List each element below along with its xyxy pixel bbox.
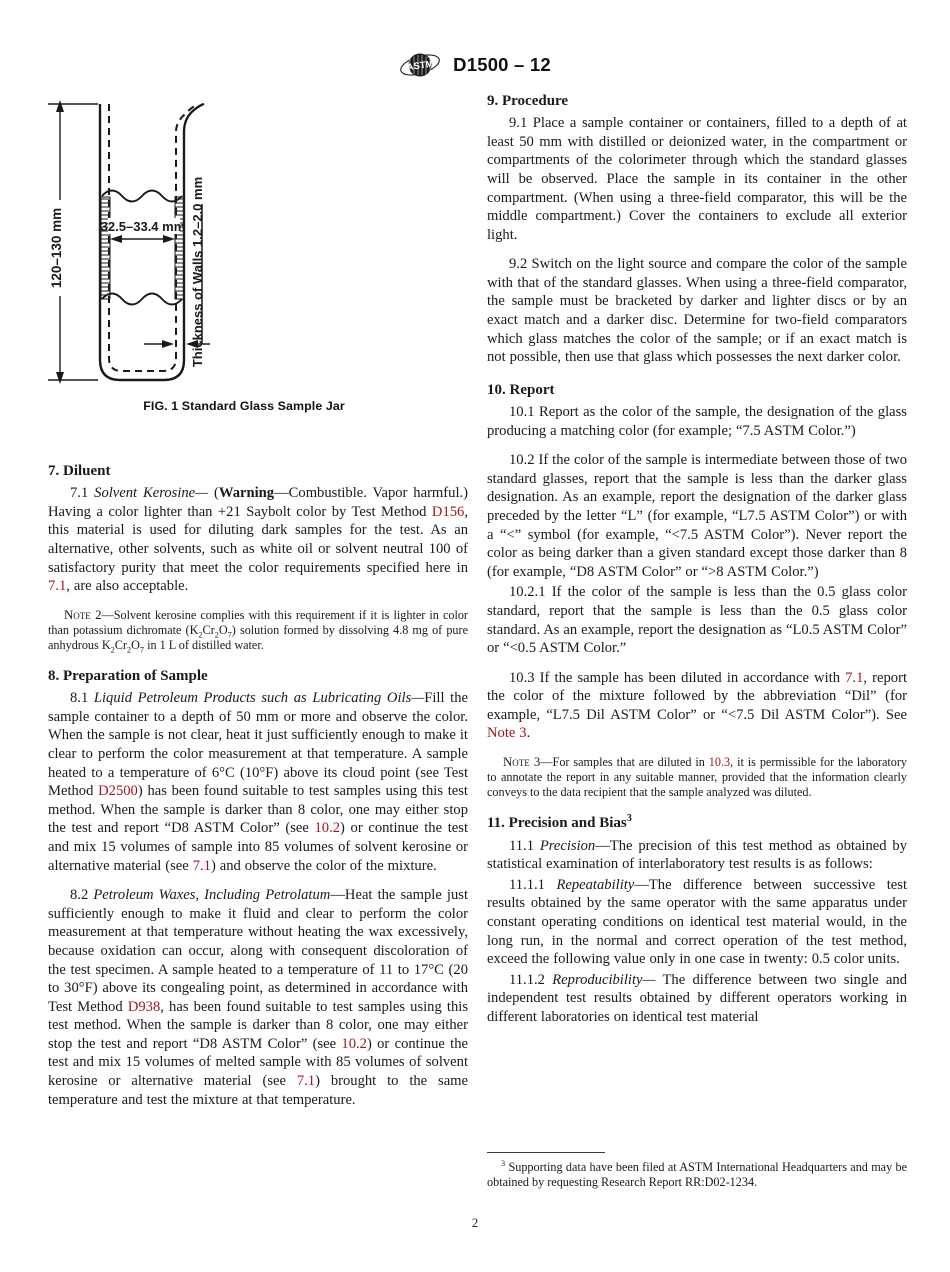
paragraph-7-1 <box>48 484 468 596</box>
jar-outer-wall <box>100 104 204 380</box>
text-run: —Solvent kerosine complies with this requirement if it is lighter in color than potassium dichromate (K <box>48 607 468 637</box>
section-8-heading: 8. Preparation of Sample <box>48 668 208 685</box>
link-7-1[interactable]: 7.1 <box>48 578 67 595</box>
break-line-upper <box>102 191 182 202</box>
document-designation: D1500 – 12 <box>453 54 551 75</box>
text-run: , report the color of the mixture followed by the abbreviation “Dil” (for example, “L7.5 Dil ASTM Color” or “<7.5 Dil ASTM Color”). See <box>487 669 907 723</box>
paragraph-10-2-1: 10.2.1 If the color of the sample is less than the 0.5 glass color standard, report that the sample is less than the 0.5 glass color standard. As an example, report the designation as “L0.5 ASTM Color” or “<0.5 ASTM Color.” <box>487 584 907 657</box>
text-run: O <box>218 622 228 637</box>
text-run: ) and observe the color of the mixture. <box>210 857 437 874</box>
break-line-lower <box>102 294 182 305</box>
text-run: Supporting data have been filed at ASTM International Headquarters and may be obtained by requesting Research Report RR:D02-1234. <box>487 1160 907 1190</box>
astm-logo-icon <box>399 50 441 80</box>
text-run: ) solution formed by dissolving 4.8 mg of pure anhydrous K <box>48 622 468 652</box>
section-10-heading: 10. Report <box>487 381 555 398</box>
inner-diameter-label: 32.5–33.4 mm <box>100 219 186 234</box>
text-run: —For samples that are diluted in <box>540 755 709 770</box>
text-run: The difference between two single and independent test results obtained by different operators working in different laboratories on identical test material <box>487 971 907 1025</box>
paragraph-10-2: 10.2 If the color of the sample is intermediate between those of two standard glasses, report that the sample is less than the darker glass designation. As an example, report the designation of the darker glass preceded by the letter “L” (for example, “L7.5 ASTM Color”) or with a “<” symbol (for example, “<7.5 ASTM Color”). Never report the color as being darker than a given standard except those darker than 8 (for example, “D8 ASTM Color” or “>8 ASTM Color.”) <box>487 452 907 580</box>
paragraph-8-2 <box>48 886 468 1109</box>
text-run: , has been found suitable to test samples using this test method. When the sample is darker than 8 color, one may either stop the test and report “D8 ASTM Color” (see <box>48 998 469 1052</box>
text-run: . <box>526 725 531 742</box>
wall-hatching <box>101 197 184 299</box>
figure-caption: FIG. 1 Standard Glass Sample Jar <box>143 399 345 413</box>
para-num: 7.1 <box>70 485 95 502</box>
footnote-rule <box>487 1152 605 1153</box>
subscript: 7 <box>227 630 232 640</box>
height-label: 120–130 mm <box>49 207 64 289</box>
para-italic-lead: Liquid Petroleum Products such as Lubricating Oils— <box>93 690 425 707</box>
left-column <box>48 462 468 1111</box>
link-note-3[interactable]: Note 3 <box>487 725 527 742</box>
text-run: —Combustible. Vapor harmful.) Having a color lighter than +21 Saybolt color by Test Method <box>48 485 469 520</box>
section-7-heading: 7. Diluent <box>48 463 111 479</box>
heading-text: 11. Precision and Bias <box>487 815 627 832</box>
footnote-text <box>487 1160 907 1191</box>
paragraph-8-1 <box>48 689 468 875</box>
text-run: —The precision of this test method as obtained by statistical examination of interlaboratory test results is as follows: <box>487 837 907 873</box>
para-italic-lead: Solvent Kerosine— <box>94 485 209 502</box>
right-column <box>487 92 907 1029</box>
para-num: 8.2 <box>70 887 94 904</box>
figure-1 <box>24 92 464 413</box>
wall-thickness-label: Thickness of Walls 1.2–2.0 mm <box>190 176 205 368</box>
note-3 <box>487 754 907 800</box>
subscript: 7 <box>139 645 145 655</box>
paragraph-10-3 <box>487 669 907 743</box>
paragraph-11-1-2 <box>487 971 907 1027</box>
paragraph-10-1: 10.1 Report as the color of the sample, the designation of the glass producing a matching color (for example; “7.5 ASTM Color.”) <box>487 403 907 439</box>
link-7-1[interactable]: 7.1 <box>296 1073 316 1090</box>
text-run: —The difference between successive test results obtained by the same operator with the same apparatus under constant operating conditions on identical test material would, in the long run, in the normal and correct operation of the test method, exceed the following value only in one case in twenty: 0.5 color units. <box>487 876 907 968</box>
link-d156[interactable]: D156 <box>431 503 465 520</box>
link-7-1[interactable]: 7.1 <box>192 857 211 874</box>
note-2 <box>48 607 468 653</box>
text-run: ) or continue the test and mix 15 volumes of melted sample with 85 volumes of solvent kerosine or alternative material (see <box>48 1035 469 1090</box>
svg-text:ASTM: ASTM <box>406 58 435 74</box>
footnote-marker: 3 <box>501 1158 506 1168</box>
para-italic-lead: Precision <box>539 837 596 854</box>
text-run: Fill the sample container to a depth of 50 mm or more and observe the color. When the sample is not clear, heat it just sufficiently enough to make it clear to perform the color measurement at that temperature. A sample heated to a temperature of 6°C (10°F) above its cloud point (see Test Method <box>48 690 468 800</box>
text-run: —Heat the sample just sufficiently enough to make it fluid and clear to perform the color measurement at that temperature without heating the wax excessively, because oxidation can occur, along with consequent discoloration of the test specimen. A sample heated to a temperature of 11 to 17°C (20 to 30°F) above its congealing point, as determined in accordance with Test Method <box>48 887 468 1015</box>
text-run: ) brought to the same temperature and test the mixture at that temperature. <box>48 1073 469 1108</box>
paragraph-9-2: 9.2 Switch on the light source and compare the color of the sample with that of the standard glasses. When using a three-field comparator, the sample must be bracketed by darker and lighter discs or by an exact match and a darker disc. Determine for two-field comparators which glass matches the color of the sample; or if an exact match is not possible, then use that glass which possesses the next darker color. <box>487 256 907 366</box>
warning-label: Warning <box>218 485 275 502</box>
link-10-2[interactable]: 10.2 <box>341 1035 367 1052</box>
text-run: O <box>131 637 140 652</box>
subscript: 2 <box>214 630 219 640</box>
note-label: Note 2 <box>64 607 102 622</box>
text-run: Cr <box>114 637 127 652</box>
text-run: Cr <box>202 622 215 637</box>
link-7-1[interactable]: 7.1 <box>845 669 864 686</box>
para-italic-lead: Reproducibility— <box>552 971 656 988</box>
note-label: Note 3 <box>503 755 541 770</box>
paragraph-9-1: 9.1 Place a sample container or containers, filled to a depth of at least 50 mm with distilled or deionized water, in the compartment or compartments of the colorimeter through which the standard glasses will be observed. Place the sample in its container in the other compartment. (When using a three-field comparator, this will be the middle compartment.) Cover the containers to exclude all exterior light. <box>487 115 907 243</box>
para-italic-lead: Repeatability <box>556 876 635 893</box>
text-run: , are also acceptable. <box>66 578 189 595</box>
para-num: 11.1.1 <box>509 876 557 893</box>
text-run: ) has been found suitable to test samples using this test method. When the sample is darker than 8 color, one may either stop the test and report “D8 ASTM Color” (see <box>48 783 468 837</box>
subscript: 2 <box>110 645 115 655</box>
link-10-2[interactable]: 10.2 <box>314 820 341 837</box>
glass-sample-jar-diagram <box>24 92 464 392</box>
text-run: ) or continue the test and mix 15 volumes of sample into 85 volumes of solvent kerosine or alternative material (see <box>48 820 468 874</box>
para-italic-lead: Petroleum Waxes, Including Petrolatum <box>93 887 331 904</box>
link-d2500[interactable]: D2500 <box>98 783 138 800</box>
text-run: 10.3 If the sample has been diluted in accordance with <box>509 669 846 686</box>
text-run: in 1 L of distilled water. <box>144 637 264 652</box>
text-run: , it is permissible for the laboratory to annotate the report in any suitable manner, provided that the information clearly conveys to the data recipient that the sample analyzed was diluted. <box>487 755 907 800</box>
subscript: 2 <box>198 630 203 640</box>
page-footnote <box>487 1152 907 1191</box>
running-head <box>0 50 950 80</box>
para-num: 11.1 <box>509 837 540 854</box>
subscript: 2 <box>126 645 132 655</box>
section-9-heading: 9. Procedure <box>487 93 569 109</box>
link-10-3[interactable]: 10.3 <box>708 755 731 770</box>
paragraph-11-1-1 <box>487 876 907 969</box>
para-num: 8.1 <box>70 690 94 707</box>
link-d938[interactable]: D938 <box>127 998 161 1015</box>
page-number: 2 <box>471 1215 479 1230</box>
text-run: , this material is used for diluting dark samples for the test. As an alternative, other solvents, such as white oil or solvent neutral 100 of satisfactory purity that meet the color requirements specified here in <box>48 503 468 576</box>
para-num: 11.1.2 <box>509 971 553 988</box>
footnote-marker: 3 <box>626 813 632 825</box>
section-11-heading <box>487 814 907 833</box>
paragraph-11-1 <box>487 837 907 874</box>
text-run: ( <box>208 485 219 502</box>
